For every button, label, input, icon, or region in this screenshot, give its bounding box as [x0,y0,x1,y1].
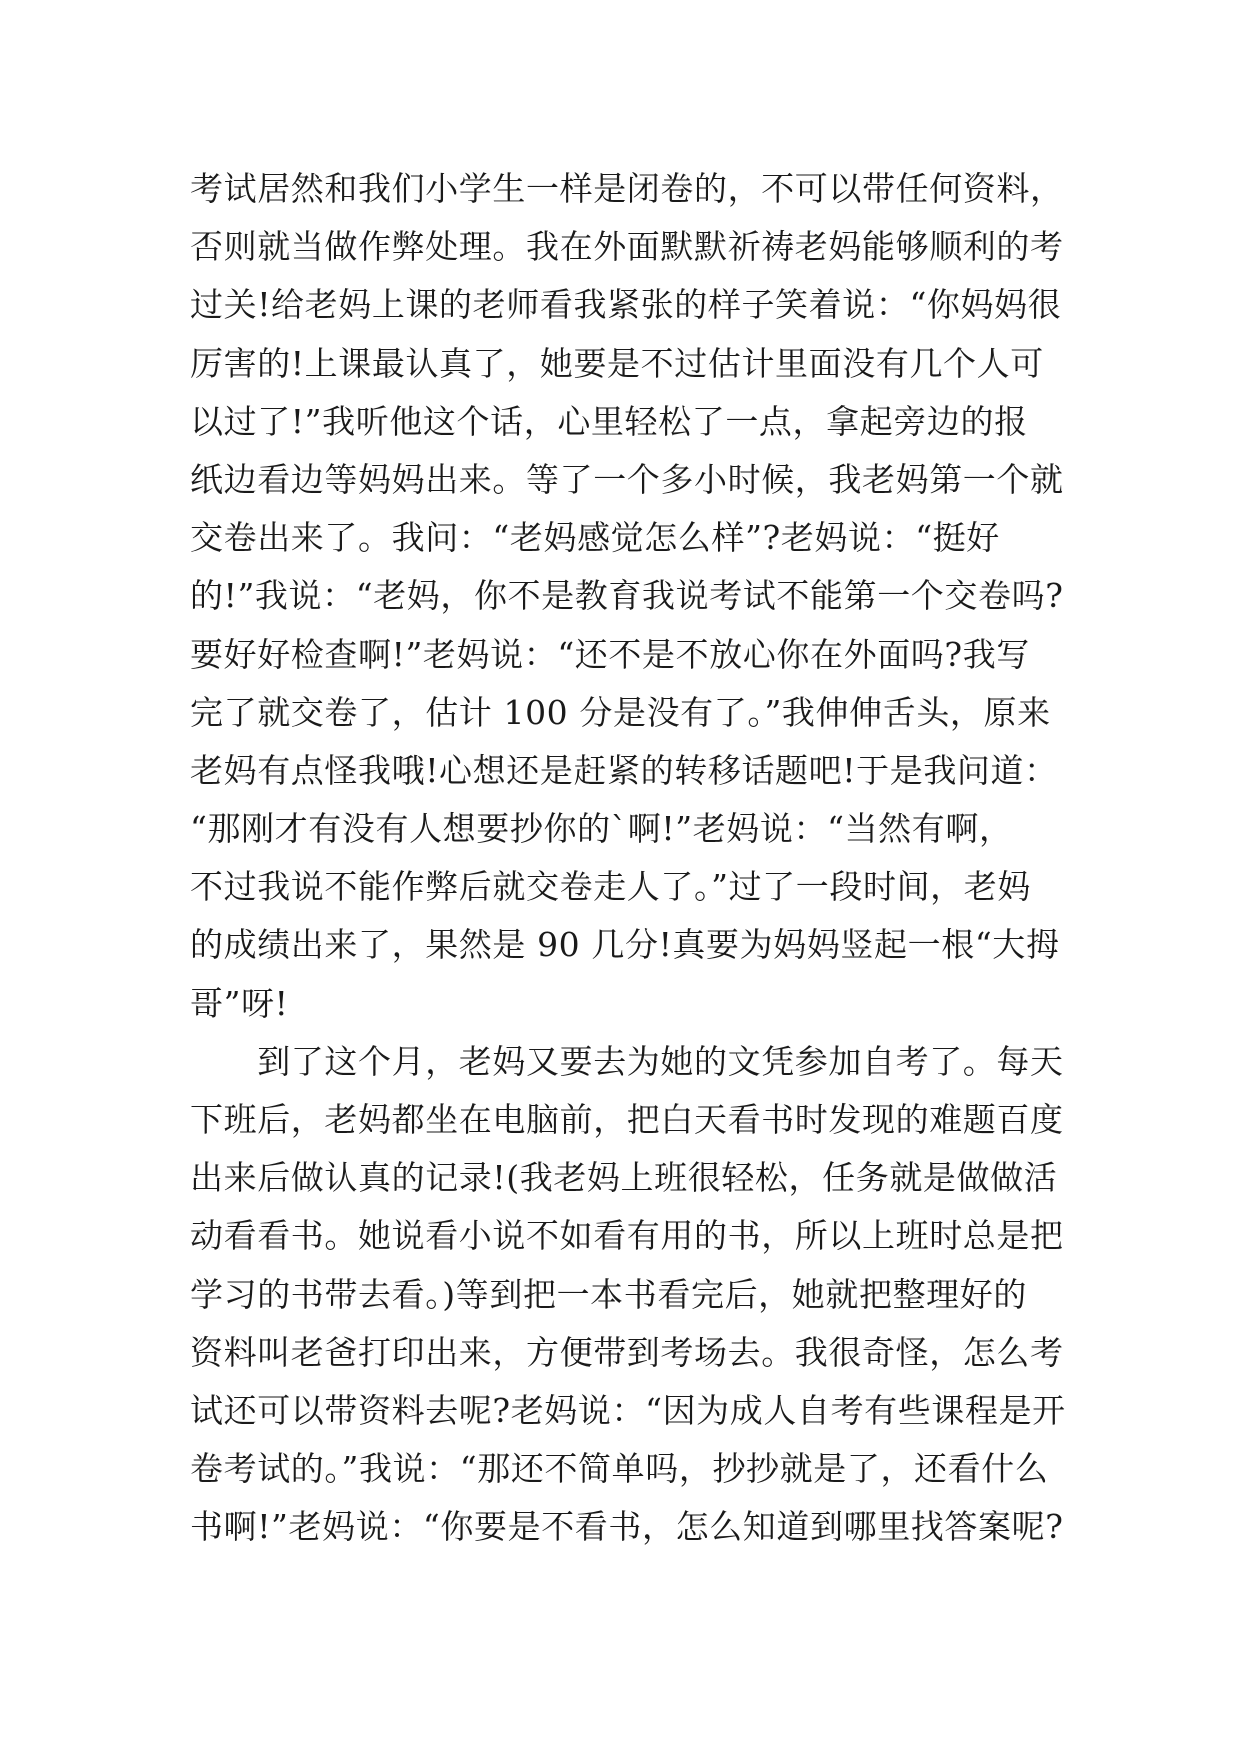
text-line: 动看看书。她说看小说不如看有用的书，所以上班时总是把 [190,1216,1064,1256]
text-line: 考试居然和我们小学生一样是闭卷的，不可以带任何资料， [190,169,1064,208]
text-line: 书啊!”老妈说：“你要是不看书，怎么知道到哪里找答案呢? [190,1507,1064,1547]
text-line: 否则就当做作弊处理。我在外面默默祈祷老妈能够顺利的考 [190,227,1064,267]
text-line: 以过了!”我听他这个话，心里轻松了一点，拿起旁边的报 [190,401,1028,441]
text-line: 到了这个月，老妈又要去为她的文凭参加自考了。每天 [190,1041,1064,1081]
text-line: 出来后做认真的记录!(我老妈上班很轻松，任务就是做做活 [190,1158,1058,1198]
text-line: 试还可以带资料去呢?老妈说：“因为成人自考有些课程是开 [190,1390,1066,1430]
text-line: 资料叫老爸打印出来，方便带到考场去。我很奇怪，怎么考 [190,1332,1064,1372]
text-line: 卷考试的。”我说：“那还不简单吗，抄抄就是了，还看什么 [190,1449,1049,1489]
text-line: 厉害的!上课最认真了，她要是不过估计里面没有几个人可 [190,343,1044,383]
text-line: 纸边看边等妈妈出来。等了一个多小时候，我老妈第一个就 [190,459,1064,499]
text-line: 的!”我说：“老妈，你不是教育我说考试不能第一个交卷吗? [190,576,1064,616]
body-text [190,160,1090,1557]
text-line: 交卷出来了。我问：“老妈感觉怎么样”?老妈说：“挺好 [190,518,1000,558]
text-line: 过关!给老妈上课的老师看我紧张的样子笑着说：“你妈妈很 [190,285,1062,325]
text-line: 完了就交卷了，估计 100 分是没有了。”我伸伸舌头，原来 [190,692,1051,732]
text-line: 学习的书带去看。)等到把一本书看完后，她就把整理好的 [190,1274,1027,1314]
text-line: 哥”呀! [190,983,289,1023]
text-line: “那刚才有没有人想要抄你的`啊!”老妈说：“当然有啊， [190,809,1013,849]
text-line: 的成绩出来了，果然是 90 几分!真要为妈妈竖起一根“大拇 [190,925,1060,965]
text-line: 下班后，老妈都坐在电脑前，把白天看书时发现的难题百度 [190,1100,1064,1139]
text-line: 要好好检查啊!”老妈说：“还不是不放心你在外面吗?我写 [190,634,1030,674]
text-line: 老妈有点怪我哦!心想还是赶紧的转移话题吧!于是我问道： [190,750,1058,790]
text-line: 不过我说不能作弊后就交卷走人了。”过了一段时间，老妈 [190,867,1031,907]
